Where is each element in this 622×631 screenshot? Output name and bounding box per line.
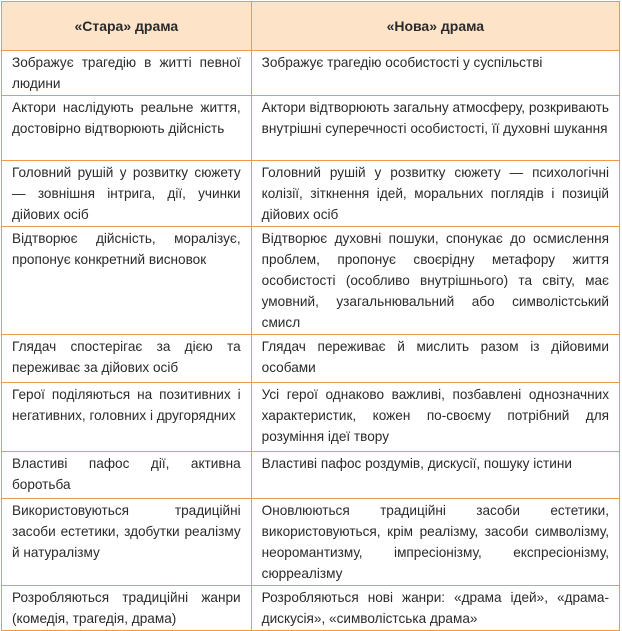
- comparison-table: [1, 1, 620, 631]
- cell-new: Головний рушій у розвитку сюжету — психологічні колізії, зіткнення ідей, моральних поглядів і позицій дійових осіб: [251, 161, 619, 227]
- cell-new: Актори відтворюють загальну атмосферу, розкривають внутрішні суперечності особистості, її духовні шукання: [251, 96, 619, 161]
- table-row: [2, 161, 620, 227]
- header-old-drama: «Стара» драма: [2, 2, 252, 51]
- table-row: [2, 96, 620, 161]
- cell-old: Відтворює дійсність, моралізує, пропонує конкретний висновок: [2, 227, 252, 335]
- cell-new: Усі герої однаково важливі, позбавлені однозначних характеристик, кожен по-своєму потрібний для розуміння ідеї твору: [251, 383, 619, 452]
- cell-new: Оновлюються традиційні засоби естетики, використовуються, крім реалізму, засоби символізму, неоромантизму, імпресіонізму, експресіонізму, сюрреалізму: [251, 499, 619, 586]
- cell-new: Властиві пафос роздумів, дискусії, пошуку істини: [251, 452, 619, 499]
- cell-old: Глядач спостерігає за дією та переживає за дійових осіб: [2, 335, 252, 383]
- table-row: [2, 452, 620, 499]
- header-row: [2, 2, 620, 51]
- cell-new: Зображує трагедію особистості у суспільстві: [251, 51, 619, 96]
- cell-old: Головний рушій у розвитку сюжету — зовнішня інтрига, дії, учинки дійових осіб: [2, 161, 252, 227]
- cell-old: Властиві пафос дії, активна боротьба: [2, 452, 252, 499]
- cell-old: Використовуються традиційні засоби естетики, здобутки реалізму й натуралізму: [2, 499, 252, 586]
- table-row: [2, 335, 620, 383]
- cell-old: Герої поділяються на позитивних і негативних, головних і другорядних: [2, 383, 252, 452]
- cell-old: Актори наслідують реальне життя, достовірно відтворюють дійсність: [2, 96, 252, 161]
- table-row: [2, 499, 620, 586]
- cell-old: Зображує трагедію в житті певної людини: [2, 51, 252, 96]
- cell-new: Глядач переживає й мислить разом із дійовими особами: [251, 335, 619, 383]
- header-new-drama: «Нова» драма: [251, 2, 619, 51]
- table-row: [2, 51, 620, 96]
- cell-new: Відтворює духовні пошуки, спонукає до осмислення проблем, пропонує своєрідну метафору життя особистості (особливо внутрішнього) та світу, має умовний, узагальнювальний або символістський смисл: [251, 227, 619, 335]
- table-row: [2, 227, 620, 335]
- cell-old: Розробляються традиційні жанри (комедія, трагедія, драма): [2, 586, 252, 631]
- table-row: [2, 586, 620, 631]
- table-row: [2, 383, 620, 452]
- cell-new: Розробляються нові жанри: «драма ідей», «драма-дискусія», «символістська драма»: [251, 586, 619, 631]
